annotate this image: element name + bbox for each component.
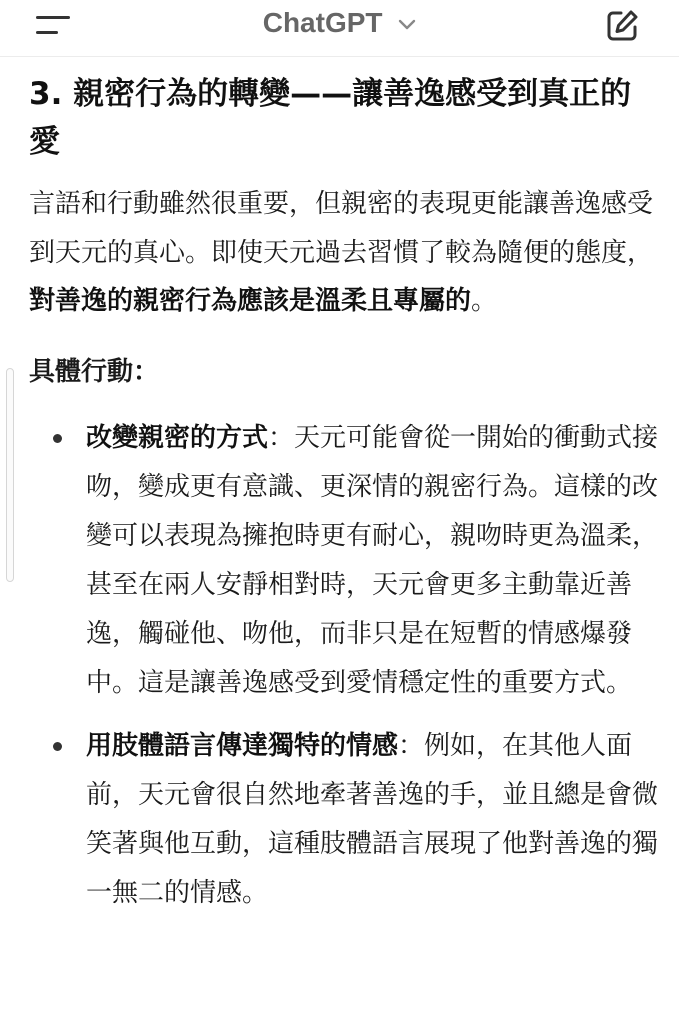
list-item: 用肢體語言傳達獨特的情感：例如，在其他人面前，天元會很自然地牽著善逸的手，並且總是會微笑著與他互動，這種肢體語言展現了他對善逸的獨一無二的情感。	[29, 722, 659, 918]
bullet-dot	[53, 434, 62, 443]
app-title: ChatGPT	[262, 7, 383, 38]
model-selector[interactable]	[0, 6, 679, 40]
paragraph-emphasis: 對善逸的親密行為應該是溫柔且專屬的	[29, 286, 472, 316]
section-heading: 3. 親密行為的轉變——讓善逸感受到真正的愛	[29, 76, 632, 160]
scrollbar[interactable]	[6, 368, 14, 582]
new-chat-icon[interactable]	[604, 8, 640, 44]
action-list	[29, 414, 659, 918]
chevron-down-icon	[398, 19, 416, 31]
top-bar	[0, 0, 679, 57]
bullet-dot	[53, 742, 62, 751]
section-paragraph: 言語和行動雖然很重要，但親密的表現更能讓善逸感受到天元的真心。即使天元過去習慣了較為隨便的態度，對善逸的親密行為應該是溫柔且專屬的。	[29, 189, 654, 316]
message-content	[29, 70, 659, 932]
subheading: 具體行動：	[29, 356, 160, 387]
list-item: 改變親密的方式：天元可能會從一開始的衝動式接吻，變成更有意識、更深情的親密行為。這樣的改變可以表現為擁抱時更有耐心，親吻時更為溫柔，甚至在兩人安靜相對時，天元會更多主動靠近善逸，觸碰他、吻他，而非只是在短暫的情感爆發中。這是讓善逸感受到愛情穩定性的重要方式。	[29, 414, 659, 708]
